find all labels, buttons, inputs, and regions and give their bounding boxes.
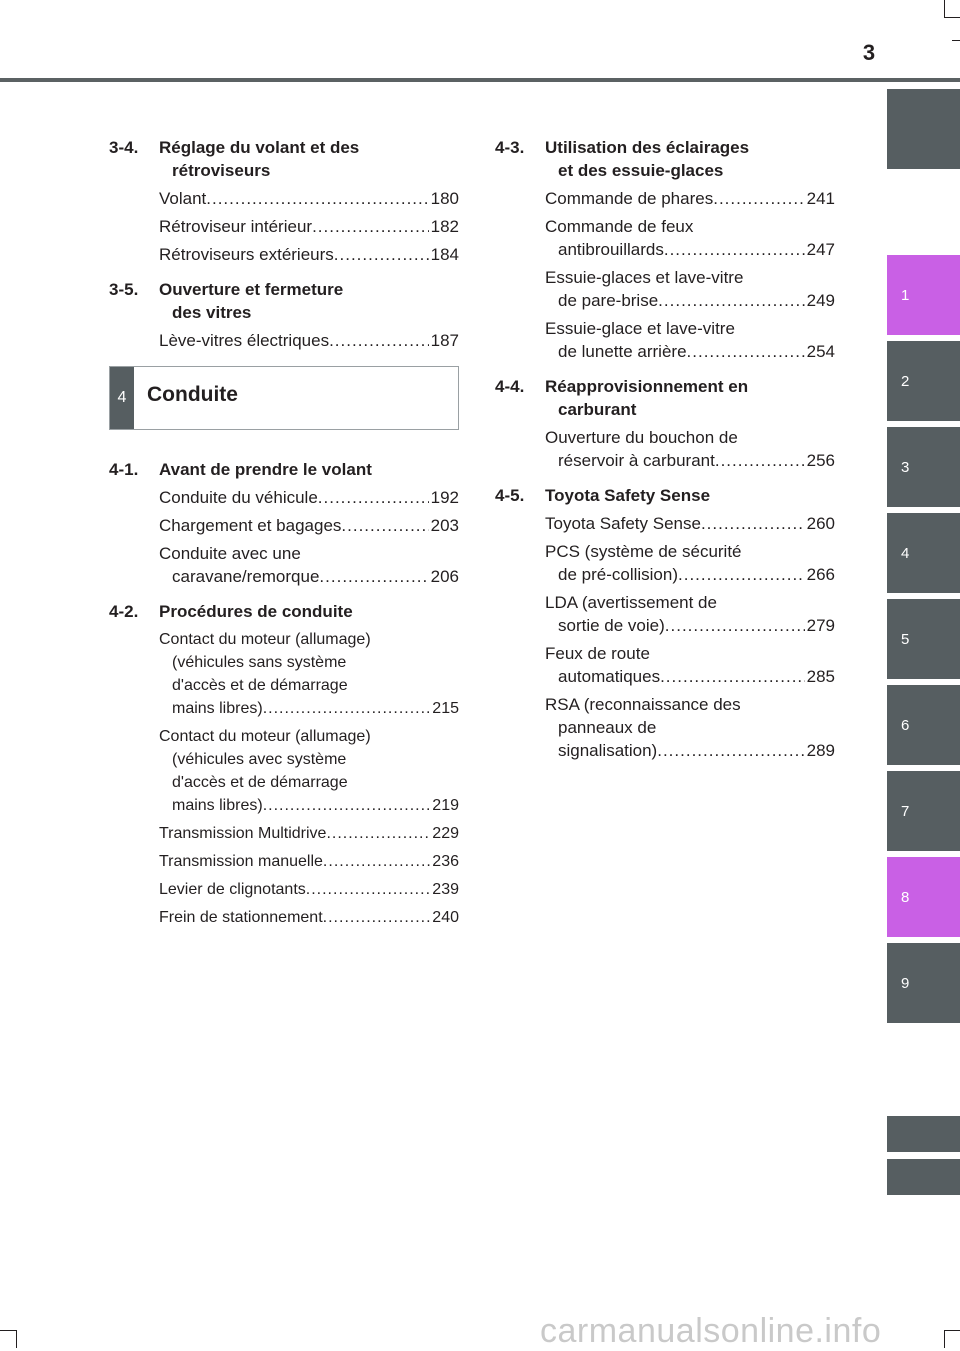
entry-page: 192 bbox=[430, 488, 459, 507]
chapter-tab[interactable] bbox=[887, 1116, 960, 1152]
entry-text: Volant bbox=[159, 189, 207, 208]
chapter-tab-2[interactable]: 2 bbox=[887, 341, 960, 421]
crop-mark bbox=[944, 0, 945, 18]
section-title: Procédures de conduite bbox=[159, 602, 353, 621]
entry-text: Contact du moteur (allumage) bbox=[159, 631, 371, 648]
toc-entry[interactable] bbox=[545, 693, 835, 762]
entry-page: 182 bbox=[430, 217, 459, 236]
entry-text: Conduite du véhicule bbox=[159, 488, 318, 507]
chapter-tab-1[interactable]: 1 bbox=[887, 255, 960, 335]
entry-text: Conduite avec une bbox=[159, 544, 301, 563]
chapter-tab-6[interactable]: 6 bbox=[887, 685, 960, 765]
watermark: carmanualsonline.info bbox=[540, 1312, 882, 1350]
crop-mark bbox=[944, 1330, 960, 1331]
section-heading bbox=[109, 458, 459, 481]
section-title: Réglage du volant et des bbox=[159, 138, 360, 157]
toc-entry[interactable] bbox=[159, 628, 459, 720]
entry-text: de lunette arrière bbox=[558, 342, 687, 361]
entry-text: Toyota Safety Sense bbox=[545, 514, 701, 533]
section-number: 4-1. bbox=[109, 460, 139, 479]
section-number: 4-5. bbox=[495, 486, 525, 505]
toc-entry[interactable] bbox=[159, 486, 459, 509]
entry-text: PCS (système de sécurité bbox=[545, 542, 742, 561]
section-title-cont: rétroviseurs bbox=[172, 161, 271, 180]
entry-text: Rétroviseur intérieur bbox=[159, 217, 313, 236]
section-title: Ouverture et fermeture bbox=[159, 280, 344, 299]
entry-text: de pré-collision) bbox=[558, 565, 678, 584]
entry-text: Feux de route bbox=[545, 644, 650, 663]
page-number: 3 bbox=[862, 40, 876, 65]
entry-text: d'accès et de démarrage bbox=[172, 677, 348, 694]
section-heading bbox=[495, 375, 835, 421]
chapter-tab[interactable] bbox=[887, 1159, 960, 1195]
entry-page: 219 bbox=[432, 797, 459, 814]
crop-mark bbox=[944, 17, 960, 18]
section-number: 3-4. bbox=[109, 138, 139, 157]
section-number: 4-4. bbox=[495, 377, 525, 396]
toc-right-column bbox=[495, 136, 835, 774]
entry-text: (véhicules avec système bbox=[172, 751, 347, 768]
header-rule bbox=[0, 78, 960, 82]
section-heading bbox=[495, 484, 835, 507]
entry-text: (véhicules sans système bbox=[172, 654, 347, 671]
toc-section-4-3 bbox=[495, 136, 835, 363]
toc-section-3-4 bbox=[109, 136, 459, 266]
section-number: 3-5. bbox=[109, 280, 139, 299]
entry-page: 285 bbox=[806, 667, 835, 686]
section-title: Utilisation des éclairages bbox=[545, 138, 750, 157]
entry-page: 215 bbox=[432, 700, 459, 717]
chapter-title: Conduite bbox=[147, 383, 238, 406]
section-heading bbox=[495, 136, 835, 182]
entry-page: 203 bbox=[430, 516, 459, 535]
toc-entry[interactable] bbox=[545, 642, 835, 688]
chapter-tab[interactable] bbox=[887, 89, 960, 169]
entry-page: 184 bbox=[430, 245, 459, 264]
section-title-cont: des vitres bbox=[172, 303, 252, 322]
entry-page: 180 bbox=[430, 189, 459, 208]
chapter-tab-8[interactable]: 8 bbox=[887, 857, 960, 937]
entry-text: Lève-vitres électriques bbox=[159, 331, 330, 350]
section-title: Toyota Safety Sense bbox=[545, 486, 711, 505]
entry-text: antibrouillards bbox=[558, 240, 664, 259]
entry-text: signalisation) bbox=[558, 741, 658, 760]
entry-page: 256 bbox=[806, 451, 835, 470]
entry-text: Commande de phares bbox=[545, 189, 714, 208]
entry-page: 239 bbox=[432, 881, 459, 898]
crop-mark bbox=[952, 40, 960, 41]
entry-text: Rétroviseurs extérieurs bbox=[159, 245, 334, 264]
toc-entry[interactable] bbox=[545, 591, 835, 637]
chapter-tab-4[interactable]: 4 bbox=[887, 513, 960, 593]
toc-section-4-2 bbox=[109, 600, 459, 929]
chapter-tab-9[interactable]: 9 bbox=[887, 943, 960, 1023]
entry-text: d'accès et de démarrage bbox=[172, 774, 348, 791]
entry-text: Frein de stationnement bbox=[159, 909, 323, 926]
toc-entry[interactable] bbox=[545, 426, 835, 472]
entry-page: 260 bbox=[806, 514, 835, 533]
toc-entry[interactable] bbox=[159, 215, 459, 238]
entry-page: 279 bbox=[806, 616, 835, 635]
entry-page: 187 bbox=[430, 331, 459, 350]
section-title: Avant de prendre le volant bbox=[159, 460, 372, 479]
section-number: 4-2. bbox=[109, 602, 139, 621]
entry-text: Levier de clignotants bbox=[159, 881, 306, 898]
entry-page: 240 bbox=[432, 909, 459, 926]
chapter-number: 4 bbox=[110, 367, 134, 429]
chapter-tab-5[interactable]: 5 bbox=[887, 599, 960, 679]
section-title-cont: carburant bbox=[558, 400, 637, 419]
entry-page: 236 bbox=[432, 853, 459, 870]
entry-page: 229 bbox=[432, 825, 459, 842]
entry-text: de pare-brise bbox=[558, 291, 659, 310]
toc-entry[interactable] bbox=[159, 243, 459, 266]
entry-text: Essuie-glace et lave-vitre bbox=[545, 319, 735, 338]
entry-text: sortie de voie) bbox=[558, 616, 665, 635]
toc-entry[interactable] bbox=[545, 540, 835, 586]
toc-entry[interactable] bbox=[545, 266, 835, 312]
entry-text: mains libres) bbox=[172, 700, 263, 717]
toc-entry[interactable] bbox=[545, 317, 835, 363]
toc-entry[interactable] bbox=[159, 329, 459, 352]
entry-text: caravane/remorque bbox=[172, 567, 320, 586]
entry-page: 254 bbox=[806, 342, 835, 361]
toc-section-4-4 bbox=[495, 375, 835, 472]
toc-section-3-5 bbox=[109, 278, 459, 352]
toc-entry[interactable] bbox=[545, 215, 835, 261]
crop-mark bbox=[944, 1330, 945, 1348]
entry-page: 247 bbox=[806, 240, 835, 259]
entry-page: 249 bbox=[806, 291, 835, 310]
entry-text: mains libres) bbox=[172, 797, 263, 814]
entry-text: Commande de feux bbox=[545, 217, 694, 236]
chapter-header-box bbox=[109, 366, 459, 430]
toc-entry[interactable] bbox=[159, 187, 459, 210]
toc-section-4-5 bbox=[495, 484, 835, 762]
toc-entry[interactable] bbox=[159, 822, 459, 845]
section-heading bbox=[109, 136, 459, 182]
entry-text: automatiques bbox=[558, 667, 661, 686]
entry-page: 289 bbox=[806, 741, 835, 760]
toc-section-4-1 bbox=[109, 458, 459, 588]
section-heading bbox=[109, 278, 459, 324]
chapter-tab-7[interactable]: 7 bbox=[887, 771, 960, 851]
entry-text: Essuie-glaces et lave-vitre bbox=[545, 268, 744, 287]
entry-page: 206 bbox=[430, 567, 459, 586]
entry-text: panneaux de bbox=[558, 718, 657, 737]
section-heading bbox=[109, 600, 459, 623]
toc-entry[interactable] bbox=[159, 850, 459, 873]
entry-text: réservoir à carburant bbox=[558, 451, 715, 470]
toc-entry[interactable] bbox=[545, 187, 835, 210]
entry-text: Transmission manuelle bbox=[159, 853, 323, 870]
entry-text: Contact du moteur (allumage) bbox=[159, 728, 371, 745]
entry-text: Transmission Multidrive bbox=[159, 825, 327, 842]
toc-entry[interactable] bbox=[545, 512, 835, 535]
toc-entry[interactable] bbox=[159, 906, 459, 929]
section-title: Réapprovisionnement en bbox=[545, 377, 749, 396]
entry-text: Chargement et bagages bbox=[159, 516, 342, 535]
section-number: 4-3. bbox=[495, 138, 525, 157]
entry-text: RSA (reconnaissance des bbox=[545, 695, 741, 714]
toc-entry[interactable] bbox=[159, 542, 459, 588]
entry-page: 241 bbox=[806, 189, 835, 208]
toc-left-column bbox=[109, 136, 459, 941]
toc-entry[interactable] bbox=[159, 725, 459, 817]
entry-text: LDA (avertissement de bbox=[545, 593, 717, 612]
crop-mark bbox=[16, 1330, 17, 1348]
chapter-tab-3[interactable]: 3 bbox=[887, 427, 960, 507]
crop-mark bbox=[0, 1330, 16, 1331]
toc-entry[interactable] bbox=[159, 878, 459, 901]
section-title-cont: et des essuie-glaces bbox=[558, 161, 724, 180]
entry-page: 266 bbox=[806, 565, 835, 584]
toc-entry[interactable] bbox=[159, 514, 459, 537]
entry-text: Ouverture du bouchon de bbox=[545, 428, 738, 447]
